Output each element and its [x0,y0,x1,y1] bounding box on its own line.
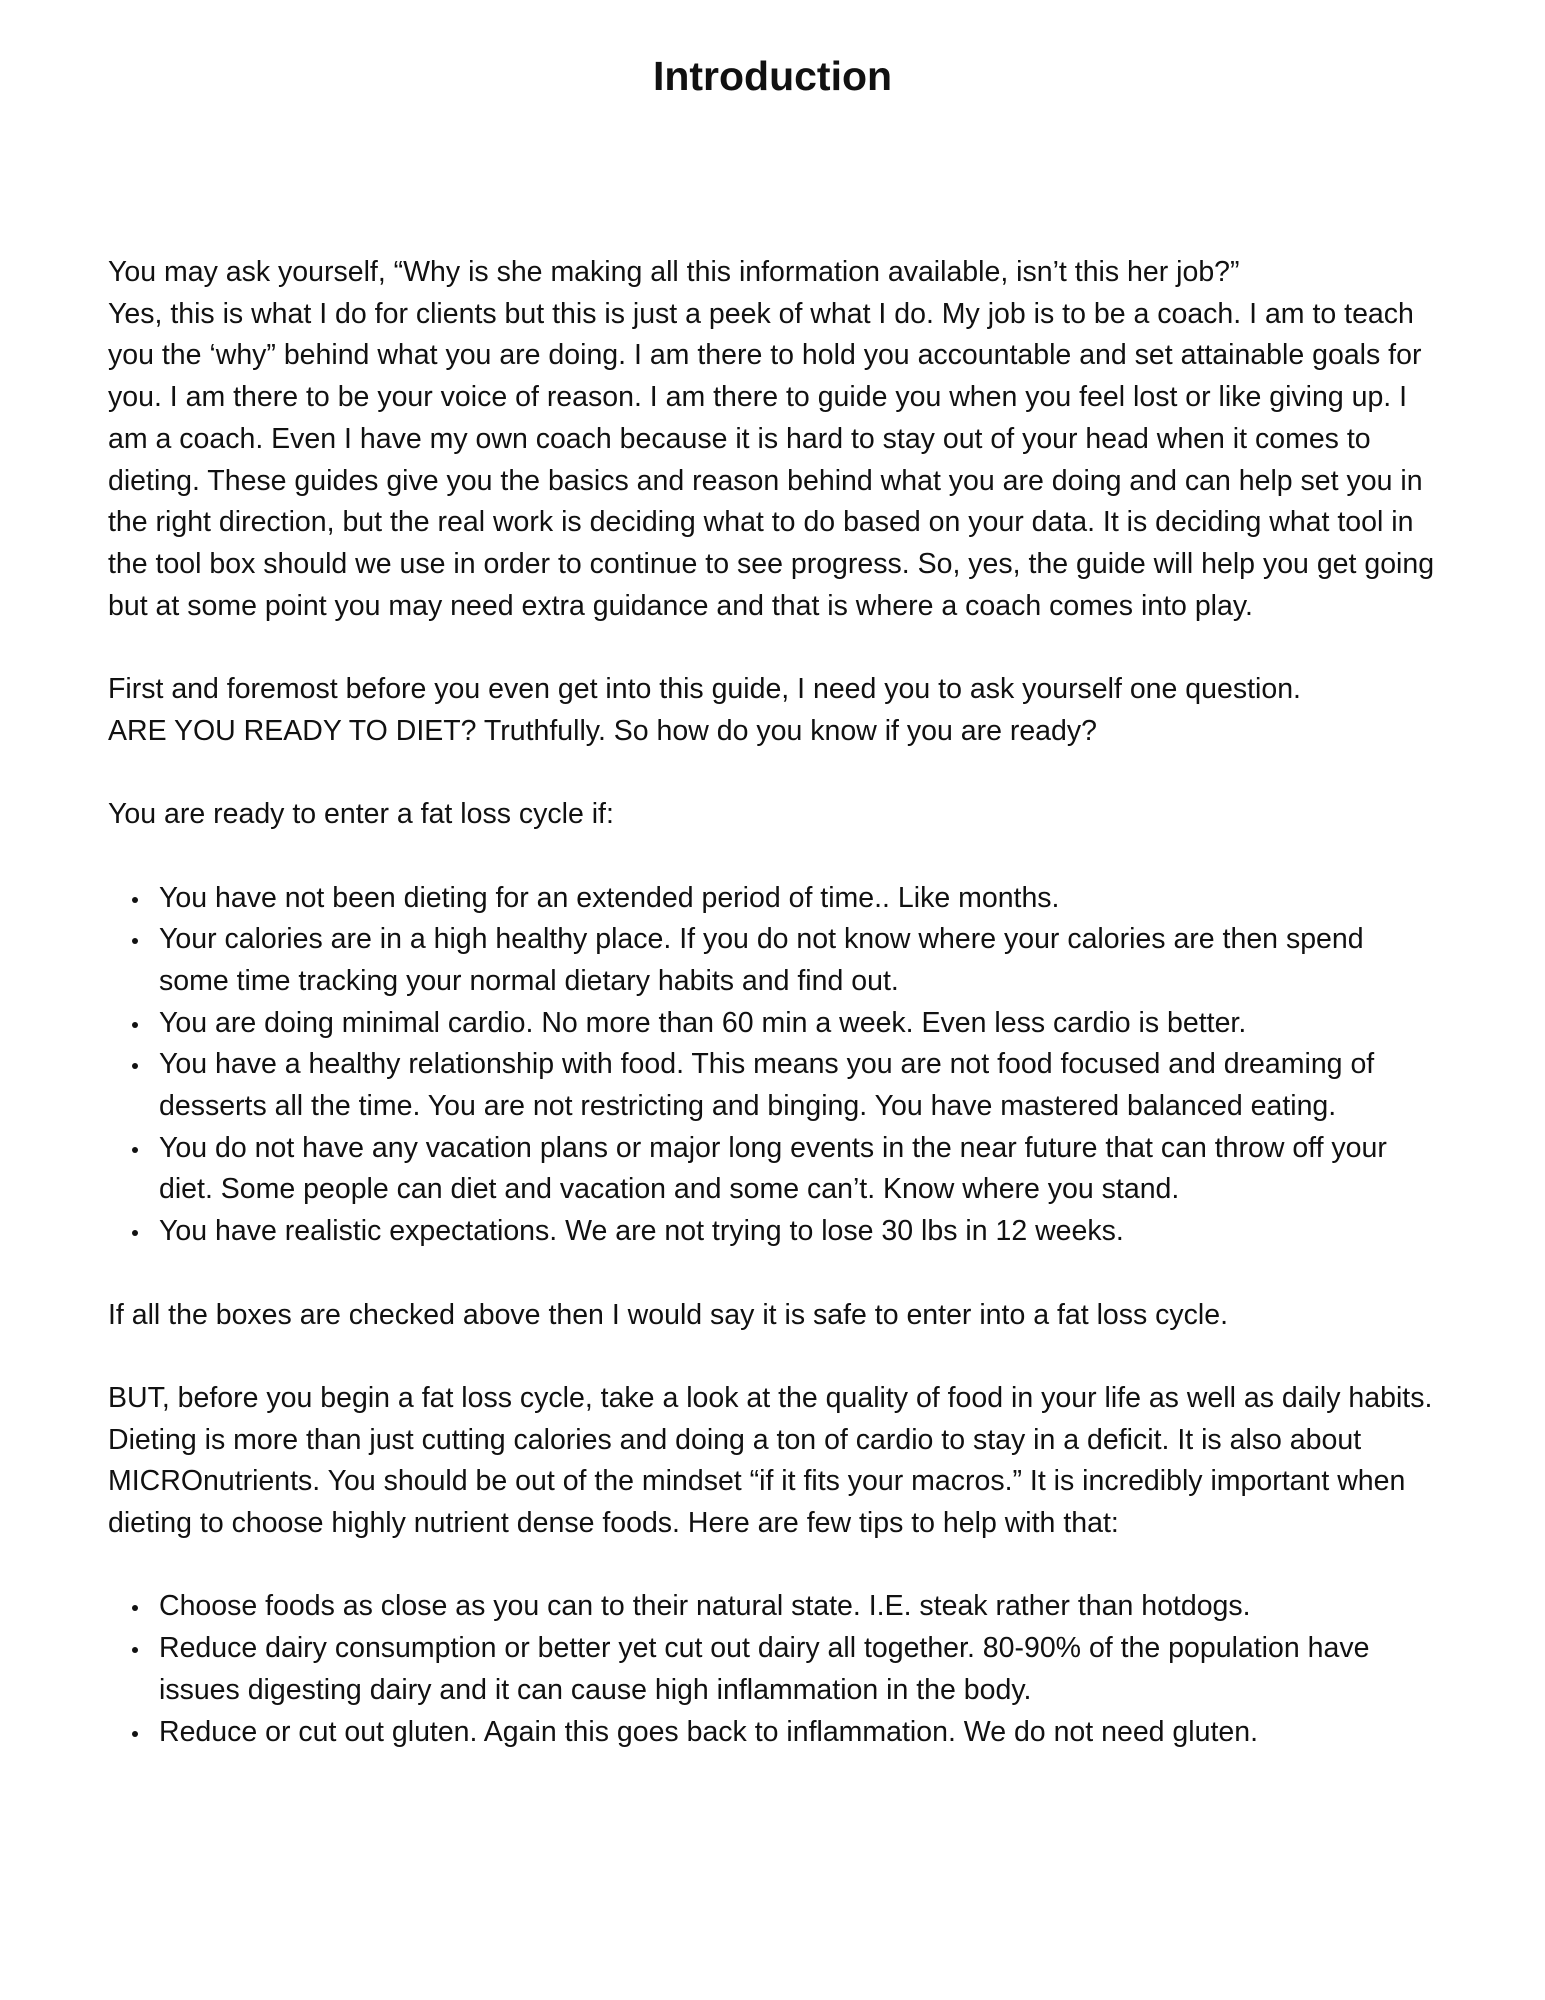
list-item [108,919,1437,1002]
ready-heading: You are ready to enter a fat loss cycle if: [108,798,614,831]
intro-rest: Yes, this is what I do for clients but this is just a peek of what I do. My job is to be a coach. I am to teach you the ‘why” behind what you are doing. I am there to hold you accountable and set attainable goals for you. I am there to be your voice of reason. I am there to guide you when you feel lost or like giving up. I am a coach. Even I have my own coach because it is hard to stay out of your head when it comes to dieting. These guides give you the basics and reason behind what you are doing and can help set you in the right direction, but the real work is deciding what to do based on your data. It is deciding what tool in the tool box should we use in order to continue to see progress. So, yes, the guide will help you get going but at some point you may need extra guidance and that is where a coach comes into play. [108,297,1435,622]
bullet-icon [132,1731,138,1737]
question-line-2: ARE YOU READY TO DIET? Truthfully. So how do you know if you are ready? [108,714,1097,747]
intro-first-line: You may ask yourself, “Why is she making all this information available, isn’t this her job?” [108,256,1240,288]
list-item [108,1628,1437,1711]
list-item-text: Reduce dairy consumption or better yet cut out dairy all together. 80-90% of the population have issues digesting dairy and it can cause high inflammation in the body. [159,1632,1370,1706]
list-item-text: Choose foods as close as you can to their natural state. I.E. steak rather than hotdogs. [159,1590,1251,1623]
list-item-text: Your calories are in a high healthy place. If you do not know where your calories are then spend some time tracking your normal dietary habits and find out. [159,923,1364,997]
question-paragraph [108,669,1437,752]
list-item-text: You are doing minimal cardio. No more than 60 min a week. Even less cardio is better. [159,1006,1247,1039]
list-item-text: You do not have any vacation plans or major long events in the near future that can throw off your diet. Some people can diet and vacation and some can’t. Know where you stand. [159,1131,1387,1206]
question-line-1: First and foremost before you even get into this guide, I need you to ask yourself one question. [108,673,1301,706]
tips-list [108,1586,1437,1753]
list-item [108,1003,1437,1045]
bullet-icon [132,938,138,944]
list-item [108,1712,1437,1754]
bullet-icon [132,1230,138,1236]
boxes-checked-paragraph: If all the boxes are checked above then I would say it is safe to enter into a fat loss cycle. [108,1298,1229,1331]
list-item [108,878,1437,920]
list-item-text: You have a healthy relationship with food. This means you are not food focused and dreaming of desserts all the time. You are not restricting and binging. You have mastered balanced eating. [159,1048,1375,1123]
list-item [108,1128,1437,1211]
list-item [108,1211,1437,1253]
bullet-icon [132,1022,138,1028]
bullet-icon [132,897,138,903]
list-item-text: Reduce or cut out gluten. Again this goes back to inflammation. We do not need gluten. [159,1715,1259,1748]
bullet-icon [132,1647,138,1653]
bullet-icon [132,1605,138,1611]
list-item [108,1586,1437,1628]
list-item-text: You have realistic expectations. We are not trying to lose 30 lbs in 12 weeks. [159,1215,1124,1248]
intro-paragraph [108,252,1437,627]
ready-list [108,878,1437,1253]
bullet-icon [132,1063,138,1069]
bullet-icon [132,1147,138,1153]
but-paragraph: BUT, before you begin a fat loss cycle, take a look at the quality of food in your life as well as daily habits. Dieting is more than just cutting calories and doing a ton of cardio to stay in a deficit. It is also about MICROnutrients. You should be out of the mindset “if it fits your macros.” It is incredibly important when dieting to choose highly nutrient dense foods. Here are few tips to help with that: [108,1381,1433,1540]
list-item-text: You have not been dieting for an extended period of time.. Like months. [159,881,1060,914]
list-item [108,1044,1437,1127]
page-title: Introduction [652,53,893,99]
